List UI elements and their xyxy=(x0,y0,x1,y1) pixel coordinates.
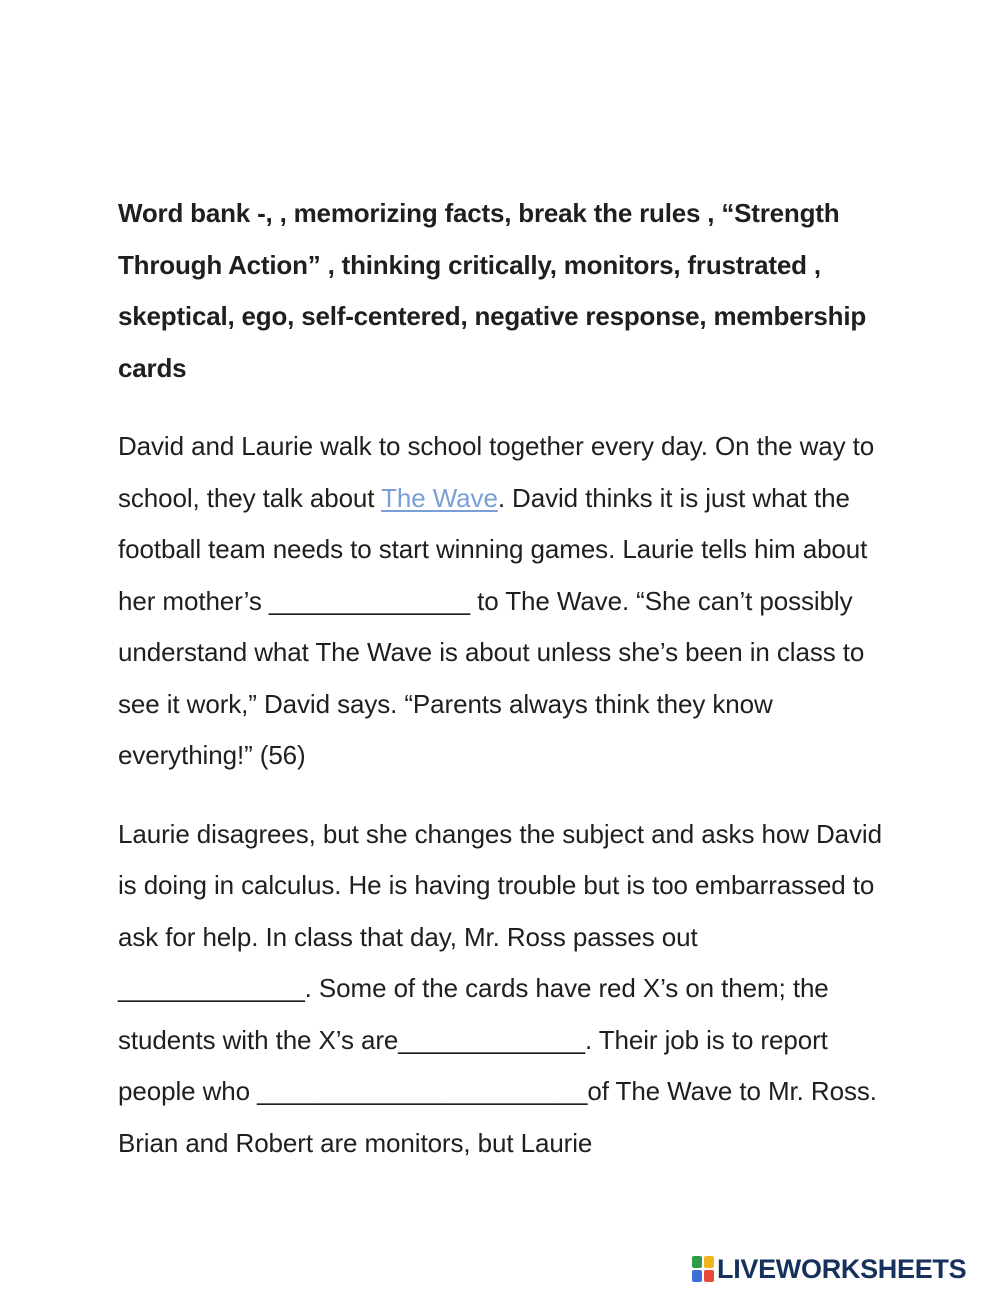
logo-mark-icon xyxy=(692,1256,714,1282)
word-bank: Word bank -, , memorizing facts, break the rules , “Strength Through Action” , thinking critically, monitors, frustrated , skeptical, ego, self-centered, negative response, membership cards xyxy=(118,198,867,383)
the-wave-link[interactable]: The Wave xyxy=(381,482,498,513)
worksheet-page xyxy=(118,188,888,1196)
paragraph-1 xyxy=(118,421,888,782)
paragraph-2: Laurie disagrees, but she changes the subject and asks how David is doing in calculus. He is having trouble but is too embarrassed to ask for help. In class that day, Mr. Ross passes out _____________. Some of the cards have red X’s on them; the students with the X’s are_____________. Their job is to report people who _______________________of The Wave to Mr. Ross. Brian and Robert are monitors, but Laurie xyxy=(118,818,882,1158)
logo-square-yellow xyxy=(704,1256,714,1268)
logo-square-red xyxy=(704,1270,714,1282)
logo-text: LIVEWORKSHEETS xyxy=(717,1253,967,1284)
logo-square-green xyxy=(692,1256,702,1268)
paragraph-1-text-end: . David thinks it is just what the football team needs to start winning games. Laurie tells him about her mother’s ______________ to The Wave. “She can’t possibly understand what The Wave is about unless she’s been in class to see it work,” David says. “Parents always think they know everything!” (56) xyxy=(118,482,868,770)
logo-square-blue xyxy=(692,1270,702,1282)
paragraph-1-text-start: David and Laurie walk to school together every day. On the way to school, they talk about xyxy=(118,431,875,513)
liveworksheets-logo xyxy=(692,1254,966,1284)
